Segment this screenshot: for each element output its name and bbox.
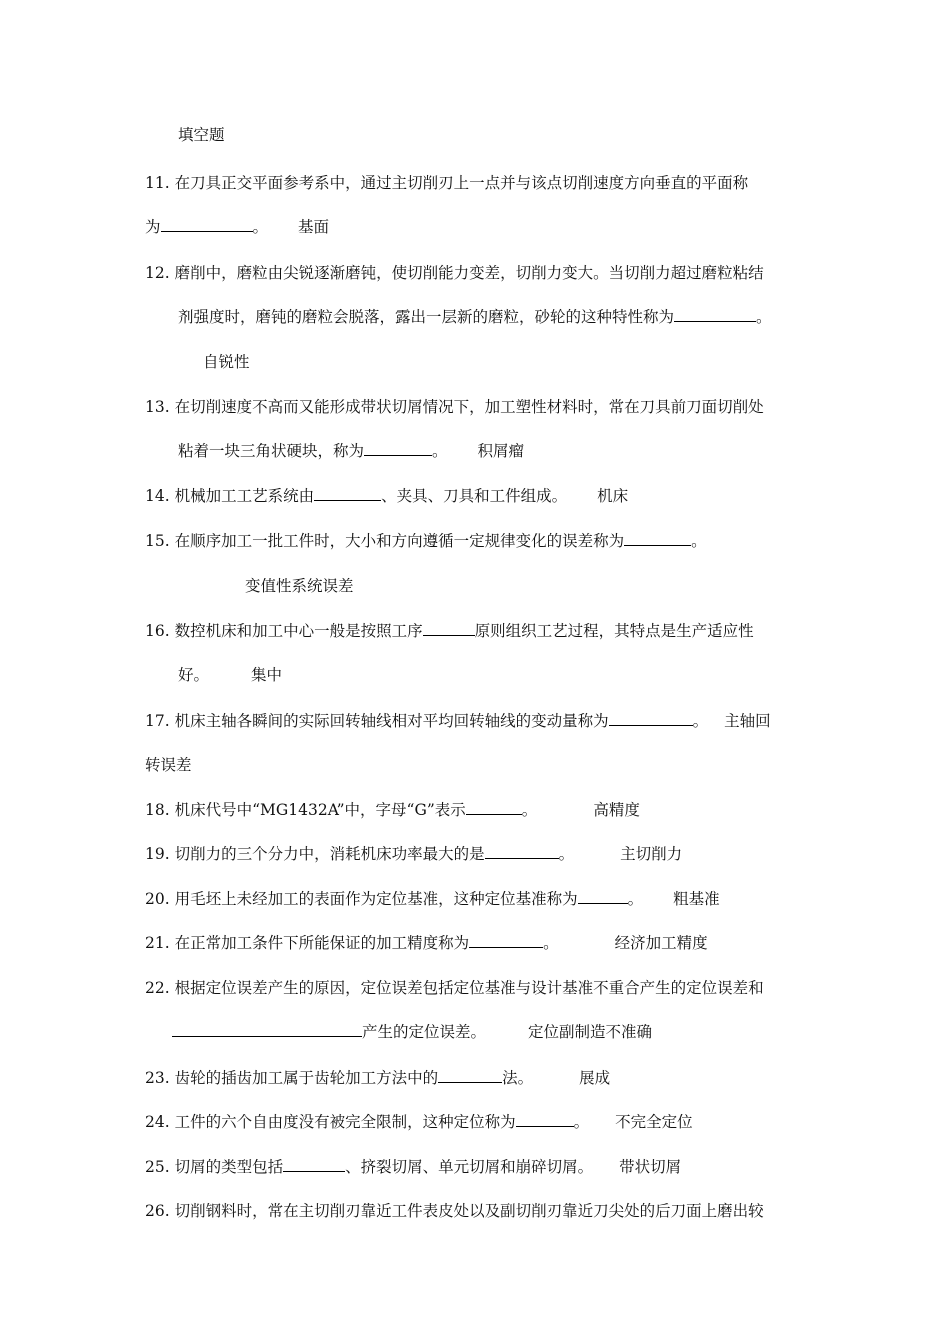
question-number: 24.	[145, 1113, 170, 1131]
question-text: 、挤裂切屑、单元切屑和崩碎切屑。	[345, 1158, 594, 1176]
question-text: 粘着一块三角状硬块，称为	[178, 442, 365, 460]
question-15	[145, 530, 707, 552]
question-number: 18.	[145, 801, 170, 819]
question-number: 22.	[145, 979, 170, 997]
answer-blank[interactable]	[423, 620, 475, 636]
question-12-line-1	[145, 262, 764, 284]
answer-blank[interactable]	[485, 843, 559, 859]
question-text: 切削钢料时，常在主切削刃靠近工件表皮处以及副切削刃靠近刀尖处的后刀面上磨出较	[174, 1202, 764, 1220]
question-20	[145, 888, 720, 910]
question-number: 12.	[145, 264, 170, 282]
question-text: 在切削速度不高而又能形成带状切屑情况下，加工塑性材料时，常在刀具前刀面切削处	[174, 398, 764, 416]
answer-blank[interactable]	[674, 306, 756, 322]
answer-blank[interactable]	[609, 710, 693, 726]
answer-text: 定位副制造不准确	[528, 1023, 653, 1041]
question-13-line-2	[178, 440, 524, 462]
question-number: 19.	[145, 845, 170, 863]
question-text: 。	[432, 442, 448, 460]
answer-blank[interactable]	[578, 888, 628, 904]
answer-blank[interactable]	[624, 530, 691, 546]
question-19	[145, 843, 682, 865]
question-text: 。	[521, 801, 538, 819]
question-text: 。	[252, 218, 269, 236]
question-number: 13.	[145, 398, 170, 416]
question-number: 11.	[145, 174, 170, 192]
question-text: 。	[627, 890, 644, 908]
question-11-line-1	[145, 172, 748, 194]
question-text: 根据定位误差产生的原因，定位误差包括定位基准与设计基准不重合产生的定位误差和	[174, 979, 764, 997]
answer-text: 经济加工精度	[614, 934, 708, 952]
answer-blank[interactable]	[469, 932, 543, 948]
answer-text: 带状切屑	[619, 1158, 682, 1176]
answer-blank[interactable]	[364, 440, 432, 456]
question-12-line-2	[178, 306, 772, 328]
answer-blank[interactable]	[516, 1111, 574, 1127]
question-number: 23.	[145, 1069, 170, 1087]
question-number: 15.	[145, 532, 170, 550]
question-16-line-1	[145, 620, 754, 642]
question-text: 机床代号中“MG1432A”中，字母“G”表示	[174, 801, 466, 819]
question-text: 用毛坯上未经加工的表面作为定位基准，这种定位基准称为	[174, 890, 578, 908]
question-text: 产生的定位误差。	[362, 1023, 487, 1041]
question-21	[145, 932, 708, 954]
answer-text: 主轴回	[724, 712, 771, 730]
question-text: 好。	[178, 666, 210, 684]
question-number: 17.	[145, 712, 170, 730]
answer-text: 积屑瘤	[477, 442, 525, 460]
question-26-line-1	[145, 1200, 764, 1222]
question-text: 。	[692, 712, 709, 730]
question-14	[145, 485, 628, 507]
question-16-line-2	[178, 664, 282, 686]
question-13-line-1	[145, 396, 764, 418]
question-24	[145, 1111, 693, 1133]
question-text: 。	[573, 1113, 590, 1131]
section-title: 填空题	[178, 126, 225, 144]
answer-text: 不完全定位	[615, 1113, 693, 1131]
question-text: 机械加工工艺系统由	[174, 487, 315, 505]
question-22-line-2	[172, 1021, 652, 1043]
question-text: 机床主轴各瞬间的实际回转轴线相对平均回转轴线的变动量称为	[174, 712, 609, 730]
question-text: 、夹具、刀具和工件组成。	[381, 487, 568, 505]
answer-blank[interactable]	[283, 1156, 345, 1172]
question-text: 在正常加工条件下所能保证的加工精度称为	[174, 934, 470, 952]
answer-text: 机床	[597, 487, 629, 505]
question-text: 法。	[502, 1069, 534, 1087]
question-number: 26.	[145, 1202, 170, 1220]
question-number: 25.	[145, 1158, 170, 1176]
question-number: 21.	[145, 934, 170, 952]
question-text: 磨削中，磨粒由尖锐逐渐磨钝，使切削能力变差，切削力变大。当切削力超过磨粒粘结	[174, 264, 764, 282]
question-18	[145, 799, 640, 821]
question-text: 剂强度时，磨钝的磨粒会脱落，露出一层新的磨粒，砂轮的这种特性称为	[178, 308, 675, 326]
answer-text: 基面	[298, 218, 330, 236]
question-12-answer: 自锐性	[203, 353, 250, 371]
answer-blank[interactable]	[161, 216, 253, 232]
question-number: 14.	[145, 487, 170, 505]
question-text: 。	[543, 934, 559, 952]
question-number: 20.	[145, 890, 170, 908]
question-17-line-1	[145, 710, 771, 732]
question-text: 为	[145, 218, 161, 236]
answer-blank[interactable]	[172, 1021, 362, 1037]
answer-text: 粗基准	[673, 890, 720, 908]
question-text: 。	[558, 845, 575, 863]
question-11-line-2	[145, 216, 329, 238]
question-text: 在顺序加工一批工件时，大小和方向遵循一定规律变化的误差称为	[174, 532, 625, 550]
question-text: 在刀具正交平面参考系中，通过主切削刃上一点并与该点切削速度方向垂直的平面称	[174, 174, 749, 192]
answer-text: 集中	[251, 666, 283, 684]
question-text: 工件的六个自由度没有被完全限制，这种定位称为	[174, 1113, 516, 1131]
question-22-line-1	[145, 977, 764, 999]
question-text: 。	[756, 308, 772, 326]
question-text: 数控机床和加工中心一般是按照工序	[174, 622, 423, 640]
question-23	[145, 1067, 610, 1089]
answer-text: 展成	[579, 1069, 611, 1087]
answer-blank[interactable]	[438, 1067, 502, 1083]
question-17-line-2: 转误差	[145, 756, 192, 774]
answer-text: 主切削力	[620, 845, 683, 863]
question-15-answer: 变值性系统误差	[245, 577, 354, 595]
answer-text: 高精度	[593, 801, 640, 819]
question-text: 切削力的三个分力中，消耗机床功率最大的是	[174, 845, 485, 863]
answer-blank[interactable]	[314, 485, 381, 501]
answer-blank[interactable]	[466, 799, 522, 815]
question-text: 齿轮的插齿加工属于齿轮加工方法中的	[174, 1069, 439, 1087]
question-25	[145, 1156, 681, 1178]
question-text: 原则组织工艺过程，其特点是生产适应性	[474, 622, 754, 640]
question-number: 16.	[145, 622, 170, 640]
question-text: 。	[691, 532, 707, 550]
question-text: 切屑的类型包括	[174, 1158, 284, 1176]
